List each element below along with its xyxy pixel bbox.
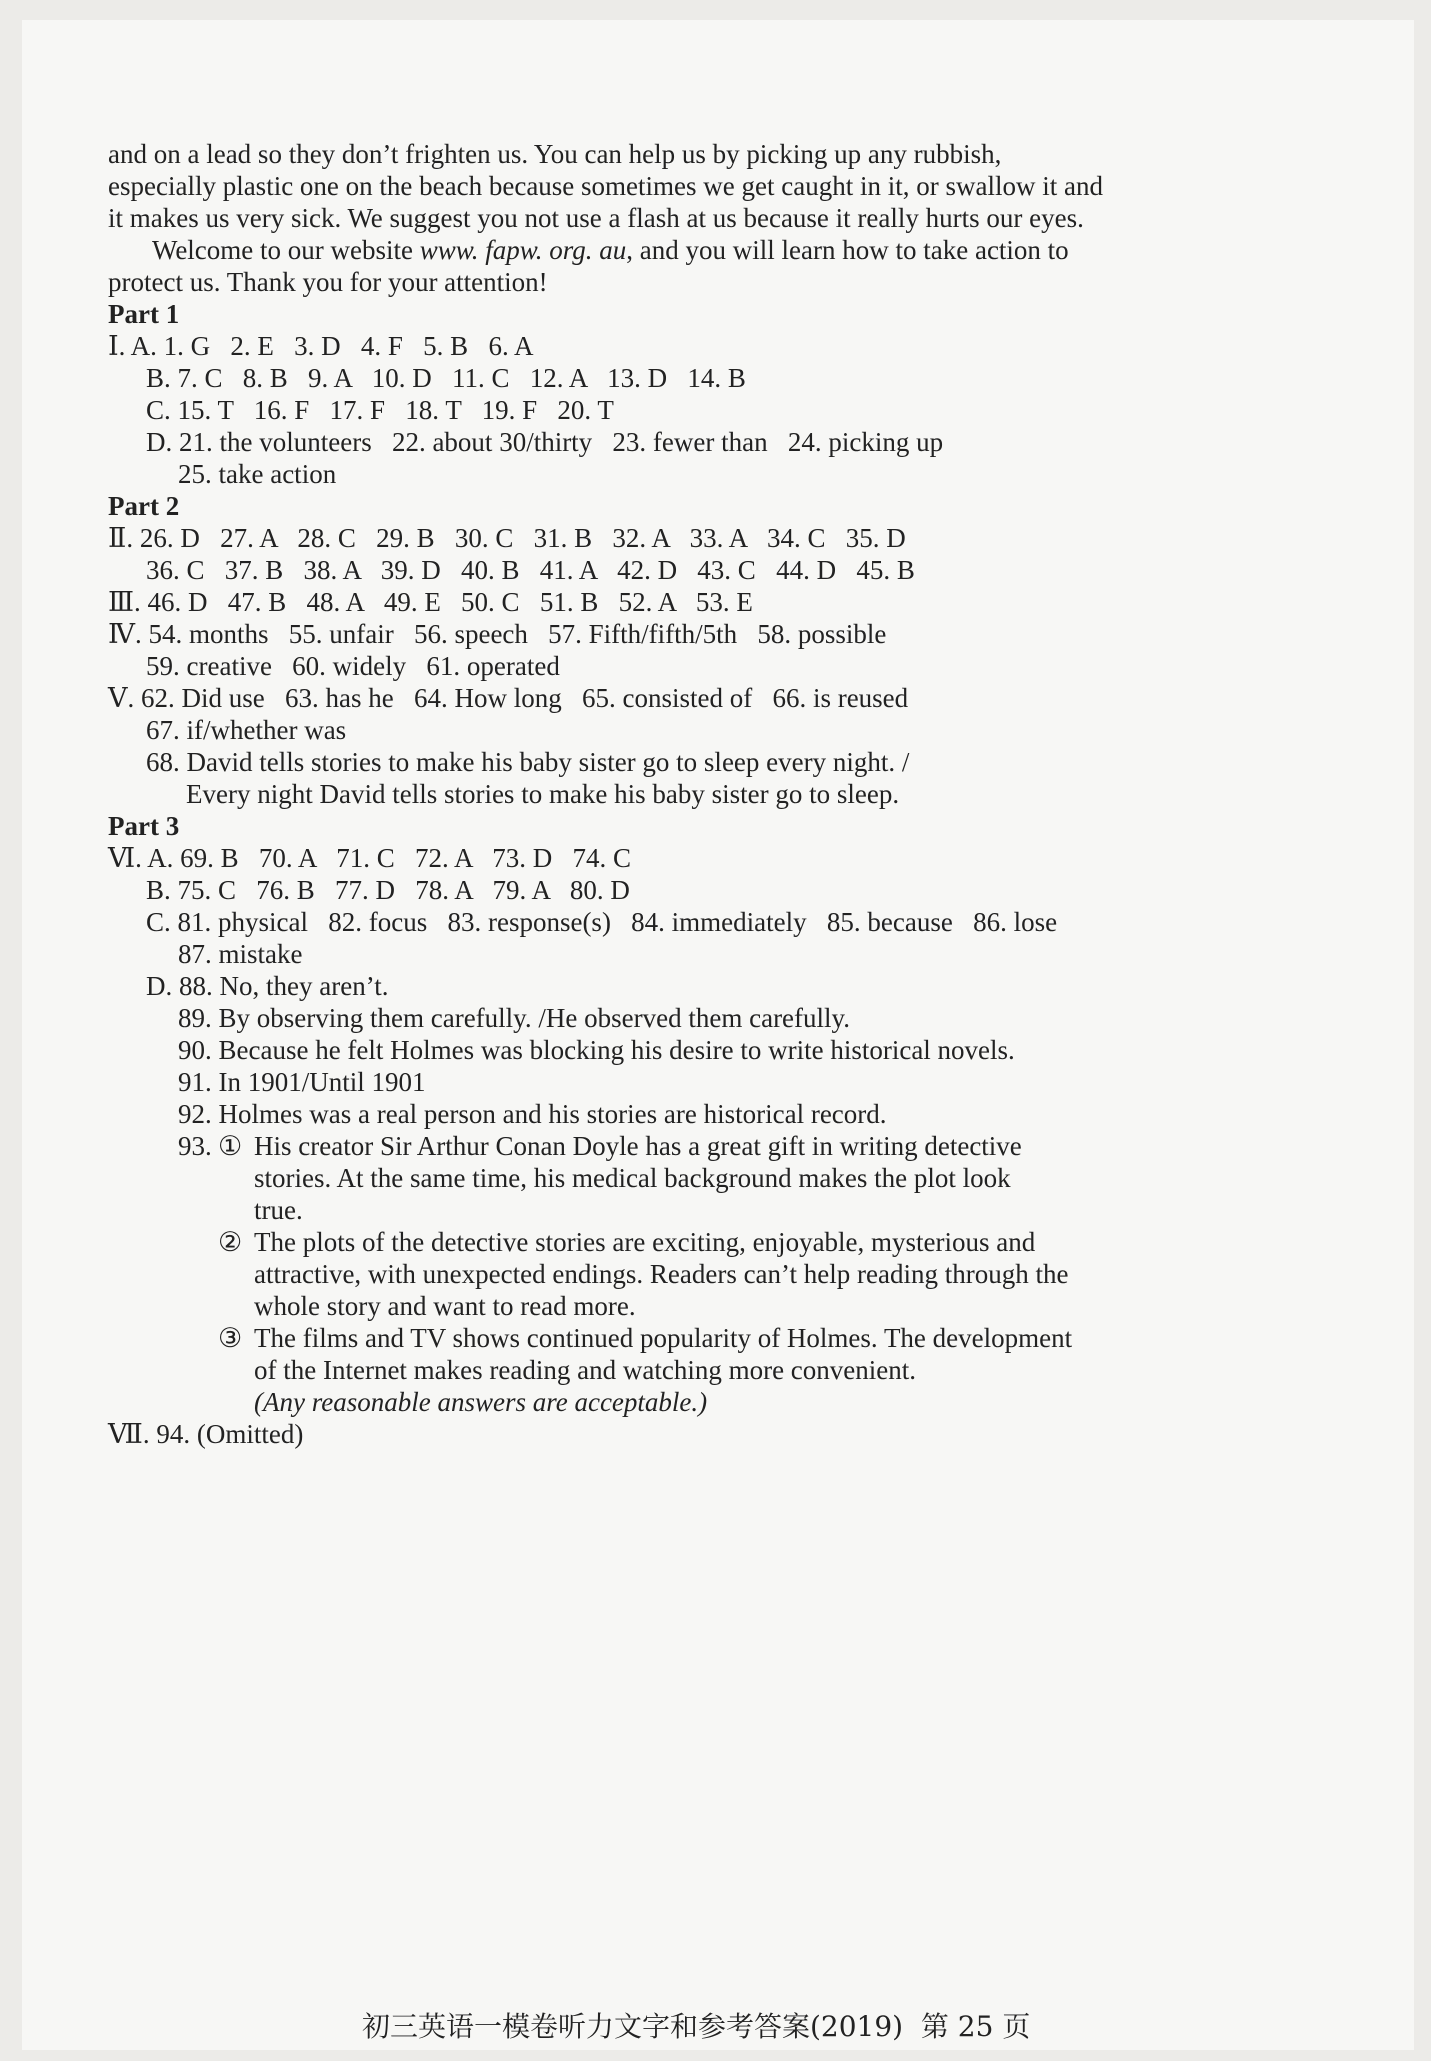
intro-line-3: it makes us very sick. We suggest you not use a flash at us because it really hurts our eyes. — [108, 203, 1084, 233]
part2-heading: Part 2 — [108, 491, 180, 521]
circled-3: ③ — [218, 1323, 243, 1353]
intro-line-1: and on a lead so they don’t frighten us. You can help us by picking up any rubbish, — [108, 139, 1002, 169]
answer-93-1-line-1: His creator Sir Arthur Conan Doyle has a great gift in writing detective — [254, 1131, 1022, 1161]
part2-iv-1: Ⅳ. 54. months 55. unfair 56. speech 57. Fifth/fifth/5th 58. possible — [108, 619, 887, 649]
part1-c: C. 15. T 16. F 17. F 18. T 19. F 20. T — [146, 395, 614, 425]
intro-text-b: , and you will learn how to take action to — [626, 235, 1069, 265]
part2-iii: Ⅲ. 46. D 47. B 48. A 49. E 50. C 51. B 52. A 53. E — [108, 587, 753, 617]
part3-d89: 89. By observing them carefully. /He observed them carefully. — [178, 1003, 851, 1033]
part3-d90: 90. Because he felt Holmes was blocking his desire to write historical novels. — [178, 1035, 1015, 1065]
part2-ii-1: Ⅱ. 26. D 27. A 28. C 29. B 30. C 31. B 32. A 33. A 34. C 35. D — [108, 523, 906, 553]
intro-line-4 — [152, 234, 1069, 266]
part2-v-2: 67. if/whether was — [146, 715, 347, 745]
part2-iv-2: 59. creative 60. widely 61. operated — [146, 651, 560, 681]
part3-d93-number: 93. — [178, 1131, 212, 1161]
page-footer: 初三英语一模卷听力文字和参考答案(2019) 第 25 页 — [362, 2010, 1031, 2043]
part1-heading: Part 1 — [108, 299, 180, 329]
intro-text-a: Welcome to our website — [152, 235, 420, 265]
answer-93-1-line-3: true. — [254, 1195, 303, 1225]
part3-d92: 92. Holmes was a real person and his stories are historical record. — [178, 1099, 887, 1129]
part3-d88: D. 88. No, they aren’t. — [146, 971, 389, 1001]
part3-d91: 91. In 1901/Until 1901 — [178, 1067, 426, 1097]
website-url: www. fapw. org. au — [419, 235, 627, 265]
answer-page — [22, 20, 1414, 2050]
part1-d1: D. 21. the volunteers 22. about 30/thirty 23. fewer than 24. picking up — [146, 427, 944, 457]
intro-line-2: especially plastic one on the beach because sometimes we get caught in it, or swallow it and — [108, 171, 1103, 201]
acceptable-note: (Any reasonable answers are acceptable.) — [254, 1387, 708, 1417]
circled-1: ① — [218, 1131, 243, 1161]
part2-ii-2: 36. C 37. B 38. A 39. D 40. B 41. A 42. D 43. C 44. D 45. B — [146, 555, 915, 585]
answer-93-2-line-2: attractive, with unexpected endings. Readers can’t help reading through the — [254, 1259, 1069, 1289]
answer-93-1-line-2: stories. At the same time, his medical background makes the plot look — [254, 1163, 1011, 1193]
answer-93-2-line-3: whole story and want to read more. — [254, 1291, 636, 1321]
part2-v-4: Every night David tells stories to make his baby sister go to sleep. — [186, 779, 900, 809]
intro-line-5: protect us. Thank you for your attention! — [108, 267, 548, 297]
part1-a: Ⅰ. A. 1. G 2. E 3. D 4. F 5. B 6. A — [108, 331, 534, 361]
part2-v-1: Ⅴ. 62. Did use 63. has he 64. How long 65. consisted of 66. is reused — [108, 683, 909, 713]
part1-d2: 25. take action — [178, 459, 337, 489]
part3-c1: C. 81. physical 82. focus 83. response(s) 84. immediately 85. because 86. lose — [146, 907, 1058, 937]
part3-heading: Part 3 — [108, 811, 180, 841]
answer-93-3-line-1: The films and TV shows continued popularity of Holmes. The development — [254, 1323, 1073, 1353]
part3-b: B. 75. C 76. B 77. D 78. A 79. A 80. D — [146, 875, 630, 905]
answer-93-2-line-1: The plots of the detective stories are exciting, enjoyable, mysterious and — [254, 1227, 1036, 1257]
part3-c2: 87. mistake — [178, 939, 303, 969]
circled-2: ② — [218, 1227, 243, 1257]
answer-93-3-line-2: of the Internet makes reading and watching more convenient. — [254, 1355, 917, 1385]
part3-a: Ⅵ. A. 69. B 70. A 71. C 72. A 73. D 74. C — [108, 843, 631, 873]
part3-vii: Ⅶ. 94. (Omitted) — [108, 1419, 304, 1449]
part1-b: B. 7. C 8. B 9. A 10. D 11. C 12. A 13. D 14. B — [146, 363, 746, 393]
part2-v-3: 68. David tells stories to make his baby sister go to sleep every night. / — [146, 747, 910, 777]
